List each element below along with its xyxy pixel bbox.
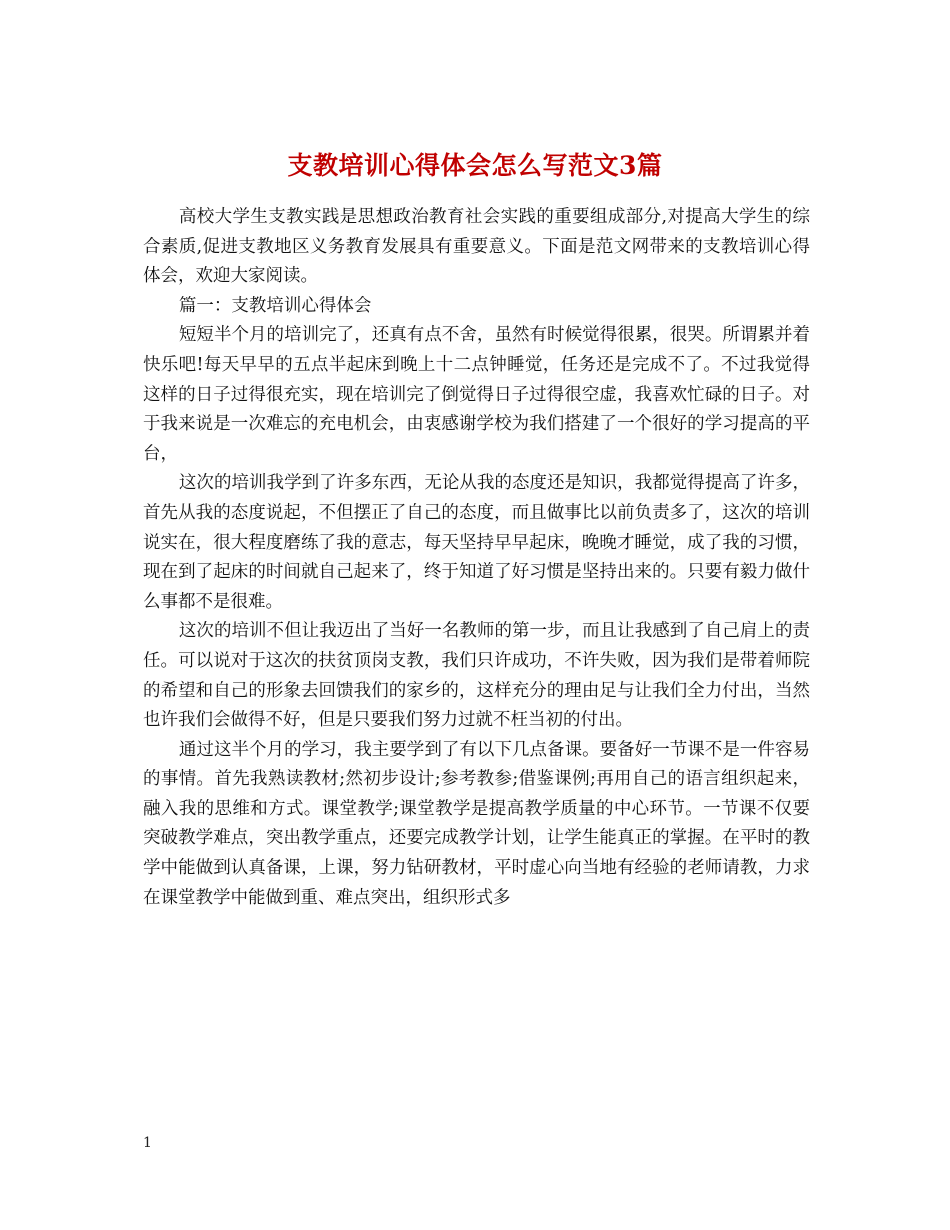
document-body [143, 203, 810, 913]
document-title: 支教培训心得体会怎么写范文3篇 [287, 150, 663, 180]
page-number: 1 [143, 1135, 152, 1151]
body-paragraph: 通过这半个月的学习，我主要学到了有以下几点备课。要备好一节课不是一件容易的事情。首先我熟读教材;然初步设计;参考教参;借鉴课例;再用自己的语言组织起来，融入我的思维和方式。课堂教学;课堂教学是提高教学质量的中心环节。一节课不仅要突破教学难点，突出教学重点，还要完成教学计划，让学生能真正的掌握。在平时的教学中能做到认真备课，上课，努力钻研教材，平时虚心向当地有经验的老师请教，力求在课堂教学中能做到重、难点突出，组织形式多 [143, 739, 810, 908]
body-paragraph: 这次的培训不但让我迈出了当好一名教师的第一步，而且让我感到了自己肩上的责任。可以说对于这次的扶贫顶岗支教，我们只许成功，不许失败，因为我们是带着师院的希望和自己的形象去回馈我们的家乡的，这样充分的理由足与让我们全力付出，当然也许我们会做得不好，但是只要我们努力过就不枉当初的付出。 [143, 621, 810, 731]
body-paragraph: 这次的培训我学到了许多东西，无论从我的态度还是知识，我都觉得提高了许多，首先从我的态度说起，不但摆正了自己的态度，而且做事比以前负责多了，这次的培训说实在，很大程度磨练了我的意志，每天坚持早早起床，晚晚才睡觉，成了我的习惯，现在到了起床的时间就自己起来了，终于知道了好习惯是坚持出来的。只要有毅力做什么事都不是很难。 [143, 473, 810, 612]
section-heading: 篇一：支教培训心得体会 [178, 295, 372, 316]
intro-paragraph: 高校大学生支教实践是思想政治教育社会实践的重要组成部分,对提高大学生的综合素质,促进支教地区义务教育发展具有重要意义。下面是范文网带来的支教培训心得体会，欢迎大家阅读。 [143, 207, 810, 287]
body-paragraph: 短短半个月的培训完了，还真有点不舍，虽然有时候觉得很累，很哭。所谓累并着快乐吧!每天早早的五点半起床到晚上十二点钟睡觉，任务还是完成不了。不过我觉得这样的日子过得很充实，现在培训完了倒觉得日子过得很空虚，我喜欢忙碌的日子。对于我来说是一次难忘的充电机会，由衷感谢学校为我们搭建了一个很好的学习提高的平台， [143, 325, 810, 464]
